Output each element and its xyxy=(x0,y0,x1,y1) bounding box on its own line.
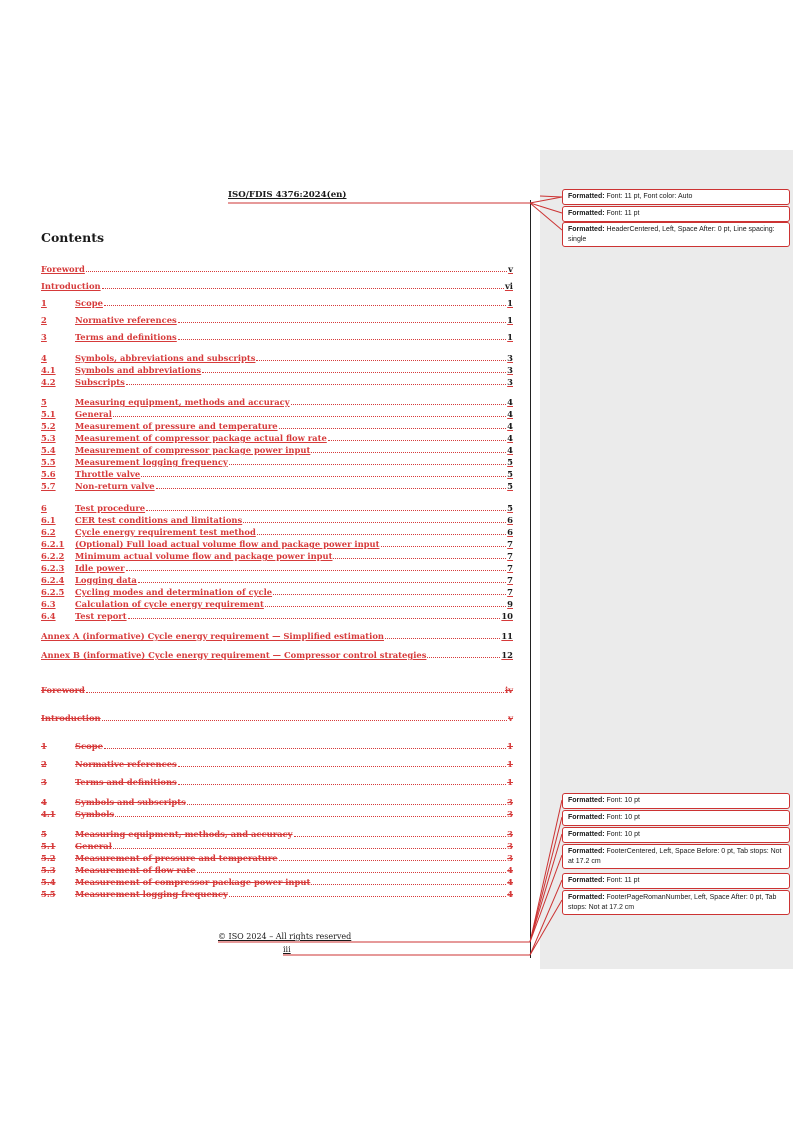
toc-entry-page: 11 xyxy=(501,631,513,641)
toc-entry-title: Foreword xyxy=(41,264,85,274)
toc-dot-leader xyxy=(187,804,506,805)
toc-entry-page: 4 xyxy=(507,409,513,419)
document-header: ISO/FDIS 4376:2024(en) xyxy=(228,190,347,200)
toc-dot-leader xyxy=(291,404,507,405)
formatting-comment[interactable] xyxy=(562,844,790,869)
toc-entry-title: Annex A (informative) Cycle energy requirement — Simplified estimation xyxy=(41,631,384,641)
toc-entry-page: 1 xyxy=(507,298,513,308)
footer-page-number: iii xyxy=(283,945,291,954)
toc-dot-leader xyxy=(178,322,506,323)
toc-entry[interactable] xyxy=(41,315,513,326)
toc-entry-title: Scope xyxy=(75,298,103,308)
toc-entry-page: 7 xyxy=(507,539,513,549)
toc-entry-title: Terms and definitions xyxy=(75,332,177,342)
toc-entry-title: Measurement of flow rate xyxy=(75,865,196,875)
formatting-comment[interactable] xyxy=(562,222,790,247)
comment-label: Formatted: xyxy=(568,894,605,901)
toc-entry-number: 4.1 xyxy=(41,809,56,819)
toc-entry-page: 3 xyxy=(507,797,513,807)
toc-entry-number: 3 xyxy=(41,332,47,342)
comment-text: FooterPageRomanNumber, Left, Space After: 0 pt, Tab stops: Not at 17.2 cm xyxy=(568,894,777,911)
toc-deleted-entry[interactable] xyxy=(41,877,513,888)
toc-entry[interactable] xyxy=(41,377,513,388)
toc-dot-leader xyxy=(279,428,507,429)
toc-dot-leader xyxy=(243,522,506,523)
toc-deleted-entry[interactable] xyxy=(41,853,513,864)
toc-dot-leader xyxy=(104,305,506,306)
comment-text: FooterCentered, Left, Space Before: 0 pt, Tab stops: Not at 17.2 cm xyxy=(568,848,782,865)
toc-entry-page: 7 xyxy=(507,551,513,561)
comment-label: Formatted: xyxy=(568,797,605,804)
comment-text: Font: 11 pt, Font color: Auto xyxy=(606,193,693,200)
toc-entry-page: 7 xyxy=(507,563,513,573)
toc-entry-title: Measurement logging frequency xyxy=(75,889,228,899)
comment-label: Formatted: xyxy=(568,226,605,233)
toc-deleted-entry[interactable] xyxy=(41,865,513,876)
toc-entry-page: 7 xyxy=(507,587,513,597)
toc-entry-number: 5.5 xyxy=(41,889,56,899)
toc-entry[interactable] xyxy=(41,445,513,456)
toc-dot-leader xyxy=(333,558,506,559)
toc-entry-title: Minimum actual volume flow and package power input xyxy=(75,551,333,561)
toc-dot-leader xyxy=(385,638,500,639)
toc-entry-page: 4 xyxy=(507,433,513,443)
toc-entry-title: Test procedure xyxy=(75,503,146,513)
toc-entry-page: 5 xyxy=(507,457,513,467)
toc-entry-number: 6.2.5 xyxy=(41,587,65,597)
toc-entry-page: 5 xyxy=(507,503,513,513)
toc-entry-page: 5 xyxy=(507,481,513,491)
toc-dot-leader xyxy=(102,288,504,289)
comment-label: Formatted: xyxy=(568,814,605,821)
toc-entry-page: 4 xyxy=(507,421,513,431)
toc-entry-number: 5.3 xyxy=(41,433,56,443)
toc-dot-leader xyxy=(113,848,506,849)
toc-dot-leader xyxy=(294,836,507,837)
toc-entry-page: 3 xyxy=(507,377,513,387)
toc-entry-number: 5 xyxy=(41,829,47,839)
toc-entry-page: 9 xyxy=(507,599,513,609)
toc-entry-number: 1 xyxy=(41,741,47,751)
contents-heading: Contents xyxy=(41,230,105,245)
toc-dot-leader xyxy=(427,657,500,658)
toc-dot-leader xyxy=(178,339,506,340)
toc-entry-page: 3 xyxy=(507,809,513,819)
toc-entry[interactable] xyxy=(41,515,513,526)
toc-entry-number: 6.2.3 xyxy=(41,563,65,573)
toc-entry-number: 6 xyxy=(41,503,47,513)
formatting-comment[interactable] xyxy=(562,189,790,205)
toc-dot-leader xyxy=(178,766,506,767)
toc-entry-page: 12 xyxy=(501,650,513,660)
toc-entry[interactable] xyxy=(41,365,513,376)
comment-text: Font: 11 pt xyxy=(606,210,640,217)
toc-entry-title: Measurement of compressor package power input xyxy=(75,877,311,887)
toc-entry-page: v xyxy=(508,264,513,274)
toc-entry-title: Annex B (informative) Cycle energy requirement — Compressor control strategies xyxy=(41,650,427,660)
toc-entry-number: 5.7 xyxy=(41,481,56,491)
toc-entry-title: Cycling modes and determination of cycle xyxy=(75,587,273,597)
toc-entry-number: 3 xyxy=(41,777,47,787)
toc-entry-number: 1 xyxy=(41,298,47,308)
toc-entry[interactable] xyxy=(41,587,513,598)
toc-entry-title: Measuring equipment, methods, and accuracy xyxy=(75,829,293,839)
toc-entry[interactable] xyxy=(41,397,513,408)
formatting-comment[interactable] xyxy=(562,793,790,809)
toc-dot-leader xyxy=(311,884,506,885)
toc-entry[interactable] xyxy=(41,457,513,468)
toc-entry-title: General xyxy=(75,409,112,419)
toc-entry-number: 2 xyxy=(41,759,47,769)
toc-dot-leader xyxy=(197,872,507,873)
toc-entry-number: 5.4 xyxy=(41,445,56,455)
toc-dot-leader xyxy=(146,510,506,511)
toc-entry-number: 5.4 xyxy=(41,877,56,887)
toc-entry-number: 4 xyxy=(41,797,47,807)
comment-text: Font: 11 pt xyxy=(606,877,640,884)
comment-label: Formatted: xyxy=(568,877,605,884)
toc-entry-page: 3 xyxy=(507,841,513,851)
toc-entry-page: 7 xyxy=(507,575,513,585)
toc-entry-page: 3 xyxy=(507,853,513,863)
toc-entry-number: 5.3 xyxy=(41,865,56,875)
toc-entry-title: Cycle energy requirement test method xyxy=(75,527,256,537)
toc-entry[interactable] xyxy=(41,421,513,432)
toc-deleted-entry[interactable] xyxy=(41,809,513,820)
toc-entry[interactable] xyxy=(41,650,513,661)
toc-deleted-entry[interactable] xyxy=(41,777,513,788)
toc-dot-leader xyxy=(141,476,506,477)
toc-entry-number: 5.2 xyxy=(41,853,56,863)
toc-entry[interactable] xyxy=(41,551,513,562)
toc-entry-page: 3 xyxy=(507,365,513,375)
toc-entry[interactable] xyxy=(41,433,513,444)
toc-deleted-entry[interactable] xyxy=(41,685,513,696)
toc-entry-title: Measurement of pressure and temperature xyxy=(75,853,278,863)
toc-dot-leader xyxy=(202,372,506,373)
comment-label: Formatted: xyxy=(568,831,605,838)
toc-entry-title: Introduction xyxy=(41,713,101,723)
toc-entry-title: Symbols and abbreviations xyxy=(75,365,202,375)
toc-dot-leader xyxy=(229,464,506,465)
page-edge-line xyxy=(530,200,531,958)
toc-entry-title: Measuring equipment, methods and accuracy xyxy=(75,397,290,407)
toc-entry-title: Measurement of compressor package actual flow rate xyxy=(75,433,327,443)
toc-deleted-entry[interactable] xyxy=(41,741,513,752)
toc-entry-title: Subscripts xyxy=(75,377,125,387)
toc-entry-number: 4.2 xyxy=(41,377,56,387)
toc-entry-title: Non-return valve xyxy=(75,481,155,491)
toc-dot-leader xyxy=(86,271,507,272)
toc-entry-number: 2 xyxy=(41,315,47,325)
toc-entry-page: 1 xyxy=(507,332,513,342)
toc-entry[interactable] xyxy=(41,563,513,574)
toc-entry-page: 3 xyxy=(507,829,513,839)
toc-deleted-entry[interactable] xyxy=(41,829,513,840)
toc-entry[interactable] xyxy=(41,527,513,538)
toc-deleted-entry[interactable] xyxy=(41,889,513,900)
toc-entry-number: 5.1 xyxy=(41,409,56,419)
toc-entry-number: 5 xyxy=(41,397,47,407)
toc-entry-page: 4 xyxy=(507,889,513,899)
toc-entry-title: Measurement of pressure and temperature xyxy=(75,421,278,431)
toc-entry-page: 4 xyxy=(507,397,513,407)
comment-label: Formatted: xyxy=(568,210,605,217)
comment-text: Font: 10 pt xyxy=(606,831,640,838)
toc-entry-title: Test report xyxy=(75,611,127,621)
toc-entry-number: 6.3 xyxy=(41,599,56,609)
formatting-comment[interactable] xyxy=(562,873,790,889)
toc-entry-title: General xyxy=(75,841,112,851)
toc-dot-leader xyxy=(311,452,506,453)
toc-entry-title: Calculation of cycle energy requirement xyxy=(75,599,264,609)
toc-entry-title: Symbols xyxy=(75,809,115,819)
toc-entry-page: 3 xyxy=(507,353,513,363)
toc-entry-page: 1 xyxy=(507,315,513,325)
toc-entry[interactable] xyxy=(41,281,513,292)
toc-entry-title: Normative references xyxy=(75,759,177,769)
toc-dot-leader xyxy=(229,896,506,897)
toc-entry-page: 5 xyxy=(507,469,513,479)
formatting-comment[interactable] xyxy=(562,206,790,222)
toc-entry-number: 4.1 xyxy=(41,365,56,375)
toc-entry-page: 4 xyxy=(507,445,513,455)
formatting-comment[interactable] xyxy=(562,810,790,826)
toc-dot-leader xyxy=(115,816,506,817)
toc-entry-page: 6 xyxy=(507,527,513,537)
comment-text: Font: 10 pt xyxy=(606,814,640,821)
toc-entry-number: 6.2.1 xyxy=(41,539,65,549)
toc-entry-title: Terms and definitions xyxy=(75,777,177,787)
toc-entry[interactable] xyxy=(41,409,513,420)
toc-entry[interactable] xyxy=(41,332,513,343)
toc-deleted-entry[interactable] xyxy=(41,713,513,724)
toc-entry[interactable] xyxy=(41,469,513,480)
toc-entry-title: Normative references xyxy=(75,315,177,325)
toc-dot-leader xyxy=(126,384,506,385)
toc-entry[interactable] xyxy=(41,611,513,622)
toc-dot-leader xyxy=(256,360,506,361)
toc-entry-title: CER test conditions and limitations xyxy=(75,515,243,525)
toc-entry-number: 6.2 xyxy=(41,527,56,537)
toc-entry-title: Logging data xyxy=(75,575,137,585)
toc-entry-page: 1 xyxy=(507,759,513,769)
toc-deleted-entry[interactable] xyxy=(41,797,513,808)
toc-entry-page: 4 xyxy=(507,877,513,887)
toc-dot-leader xyxy=(265,606,506,607)
toc-entry-title: Symbols, abbreviations and subscripts xyxy=(75,353,256,363)
formatting-comment[interactable] xyxy=(562,890,790,915)
toc-dot-leader xyxy=(86,692,504,693)
comment-text: Font: 10 pt xyxy=(606,797,640,804)
toc-entry[interactable] xyxy=(41,503,513,514)
toc-entry[interactable] xyxy=(41,599,513,610)
toc-entry-title: Idle power xyxy=(75,563,125,573)
toc-entry-title: Measurement logging frequency xyxy=(75,457,228,467)
toc-dot-leader xyxy=(113,416,506,417)
toc-dot-leader xyxy=(128,618,501,619)
toc-entry[interactable] xyxy=(41,575,513,586)
formatting-comment[interactable] xyxy=(562,827,790,843)
toc-entry[interactable] xyxy=(41,631,513,642)
toc-dot-leader xyxy=(273,594,506,595)
toc-entry-number: 5.2 xyxy=(41,421,56,431)
toc-entry[interactable] xyxy=(41,264,513,275)
toc-entry[interactable] xyxy=(41,298,513,309)
toc-dot-leader xyxy=(102,720,507,721)
toc-entry-title: Throttle valve xyxy=(75,469,141,479)
toc-entry-page: iv xyxy=(504,685,513,695)
toc-entry-title: Scope xyxy=(75,741,103,751)
toc-entry-title: Introduction xyxy=(41,281,101,291)
toc-entry-title: (Optional) Full load actual volume flow and package power input xyxy=(75,539,380,549)
toc-entry-number: 6.4 xyxy=(41,611,56,621)
toc-entry-page: 4 xyxy=(507,865,513,875)
footer-copyright: © ISO 2024 – All rights reserved xyxy=(218,932,352,941)
toc-entry-title: Foreword xyxy=(41,685,85,695)
toc-deleted-entry[interactable] xyxy=(41,759,513,770)
toc-entry-number: 5.5 xyxy=(41,457,56,467)
toc-entry-number: 6.2.2 xyxy=(41,551,65,561)
toc-entry-page: 1 xyxy=(507,741,513,751)
toc-entry-page: v xyxy=(508,713,513,723)
toc-entry-number: 5.1 xyxy=(41,841,56,851)
toc-entry-page: 1 xyxy=(507,777,513,787)
toc-entry-page: vi xyxy=(504,281,513,291)
toc-dot-leader xyxy=(381,546,507,547)
toc-dot-leader xyxy=(104,748,506,749)
toc-dot-leader xyxy=(126,570,507,571)
comment-text: HeaderCentered, Left, Space After: 0 pt, Line spacing: single xyxy=(568,226,775,243)
toc-dot-leader xyxy=(328,440,506,441)
toc-dot-leader xyxy=(257,534,506,535)
toc-entry-number: 5.6 xyxy=(41,469,56,479)
toc-entry-title: Measurement of compressor package power input xyxy=(75,445,311,455)
toc-dot-leader xyxy=(138,582,506,583)
toc-entry[interactable] xyxy=(41,353,513,364)
comment-label: Formatted: xyxy=(568,848,605,855)
comment-label: Formatted: xyxy=(568,193,605,200)
toc-entry-page: 6 xyxy=(507,515,513,525)
toc-dot-leader xyxy=(279,860,507,861)
toc-deleted-entry[interactable] xyxy=(41,841,513,852)
toc-entry[interactable] xyxy=(41,481,513,492)
toc-entry-number: 6.1 xyxy=(41,515,56,525)
toc-entry-title: Symbols and subscripts xyxy=(75,797,186,807)
toc-entry-page: 10 xyxy=(501,611,513,621)
toc-entry-number: 4 xyxy=(41,353,47,363)
toc-entry[interactable] xyxy=(41,539,513,550)
toc-dot-leader xyxy=(156,488,507,489)
toc-dot-leader xyxy=(178,784,506,785)
toc-entry-number: 6.2.4 xyxy=(41,575,65,585)
